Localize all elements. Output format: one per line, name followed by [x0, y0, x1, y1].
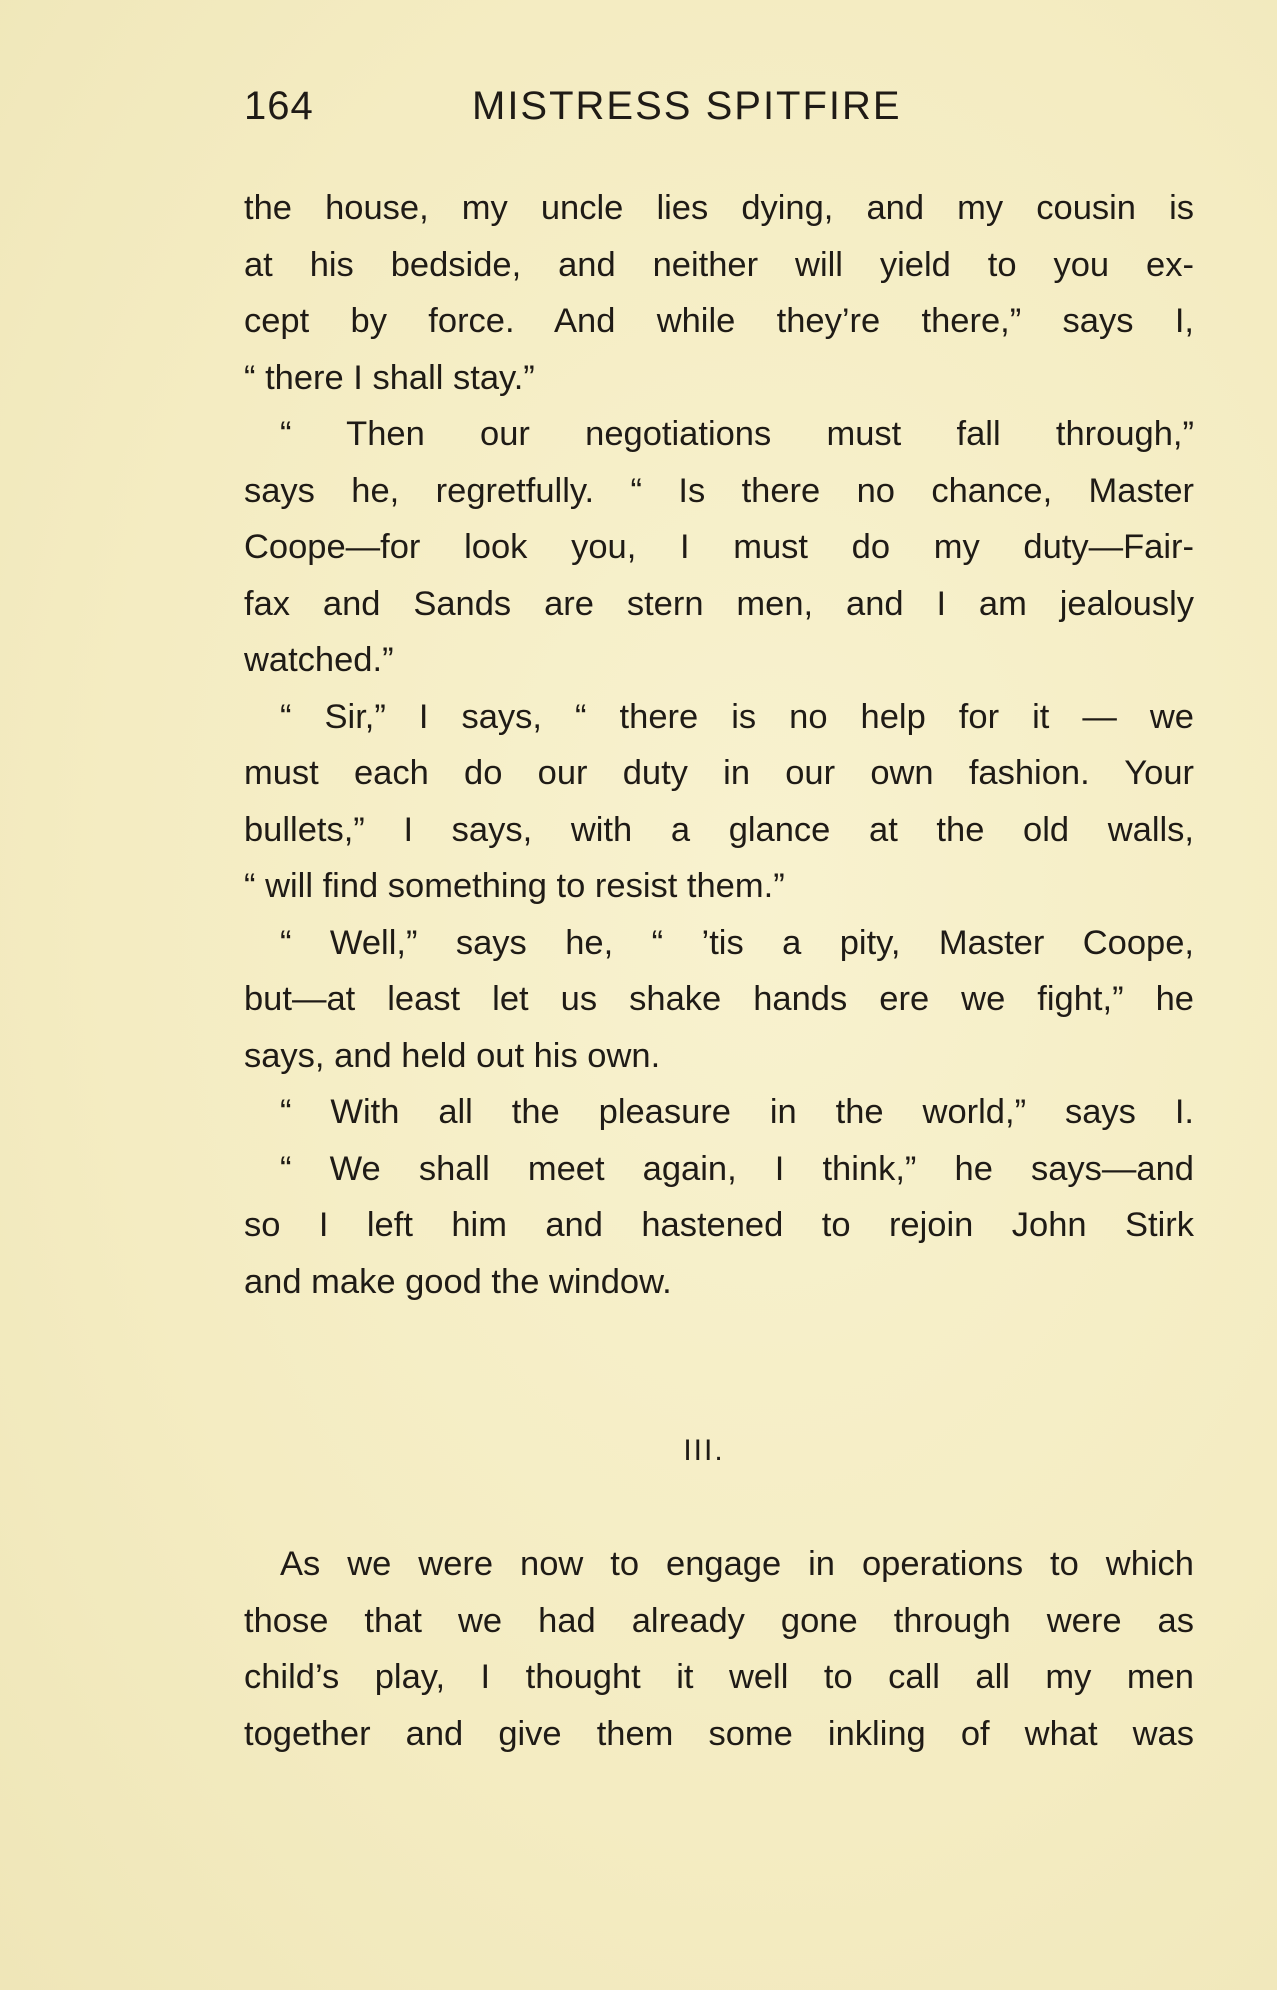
text-line: “ will find something to resist them.”	[244, 867, 785, 905]
text-line: but—at least let us shake hands ere we fight,” he	[244, 980, 1194, 1018]
running-head	[244, 84, 1194, 134]
page-number: 164	[244, 84, 314, 128]
body-text	[244, 180, 1194, 1762]
text-line: watched.”	[244, 641, 394, 679]
text-line: says he, regretfully. “ Is there no chance, Master	[244, 471, 1194, 510]
text-line: cept by force. And while they’re there,” says I,	[244, 302, 1194, 340]
text-line: the house, my uncle lies dying, and my cousin is	[244, 189, 1194, 227]
text-line: “ With all the pleasure in the world,” says I.	[280, 1093, 1194, 1131]
text-line: Coope—for look you, I must do my duty—Fair-	[244, 528, 1194, 566]
text-line: “ We shall meet again, I think,” he says—and	[280, 1149, 1194, 1188]
text-line: As we were now to engage in operations to which	[280, 1545, 1194, 1583]
text-line: says, and held out his own.	[244, 1036, 661, 1075]
text-line: and make good the window.	[244, 1262, 672, 1301]
text-line: “ Then our negotiations must fall through,”	[280, 415, 1194, 453]
text-line: at his bedside, and neither will yield to you ex-	[244, 245, 1194, 284]
text-line: “ there I shall stay.”	[244, 358, 535, 397]
section-heading: III.	[683, 1434, 725, 1467]
text-line: so I left him and hastened to rejoin John Stirk	[244, 1206, 1194, 1244]
text-line: fax and Sands are stern men, and I am jealously	[244, 584, 1194, 623]
text-line: those that we had already gone through were as	[244, 1601, 1194, 1640]
running-title: MISTRESS SPITFIRE	[472, 84, 902, 128]
text-line: must each do our duty in our own fashion. Your	[244, 754, 1194, 792]
text-line: “ Sir,” I says, “ there is no help for it — we	[280, 697, 1194, 736]
text-line: together and give them some inkling of what was	[244, 1714, 1194, 1753]
text-line: child’s play, I thought it well to call all my men	[244, 1658, 1194, 1696]
text-line: “ Well,” says he, “ ’tis a pity, Master Coope,	[280, 923, 1194, 962]
text-line: bullets,” I says, with a glance at the old walls,	[244, 810, 1194, 849]
